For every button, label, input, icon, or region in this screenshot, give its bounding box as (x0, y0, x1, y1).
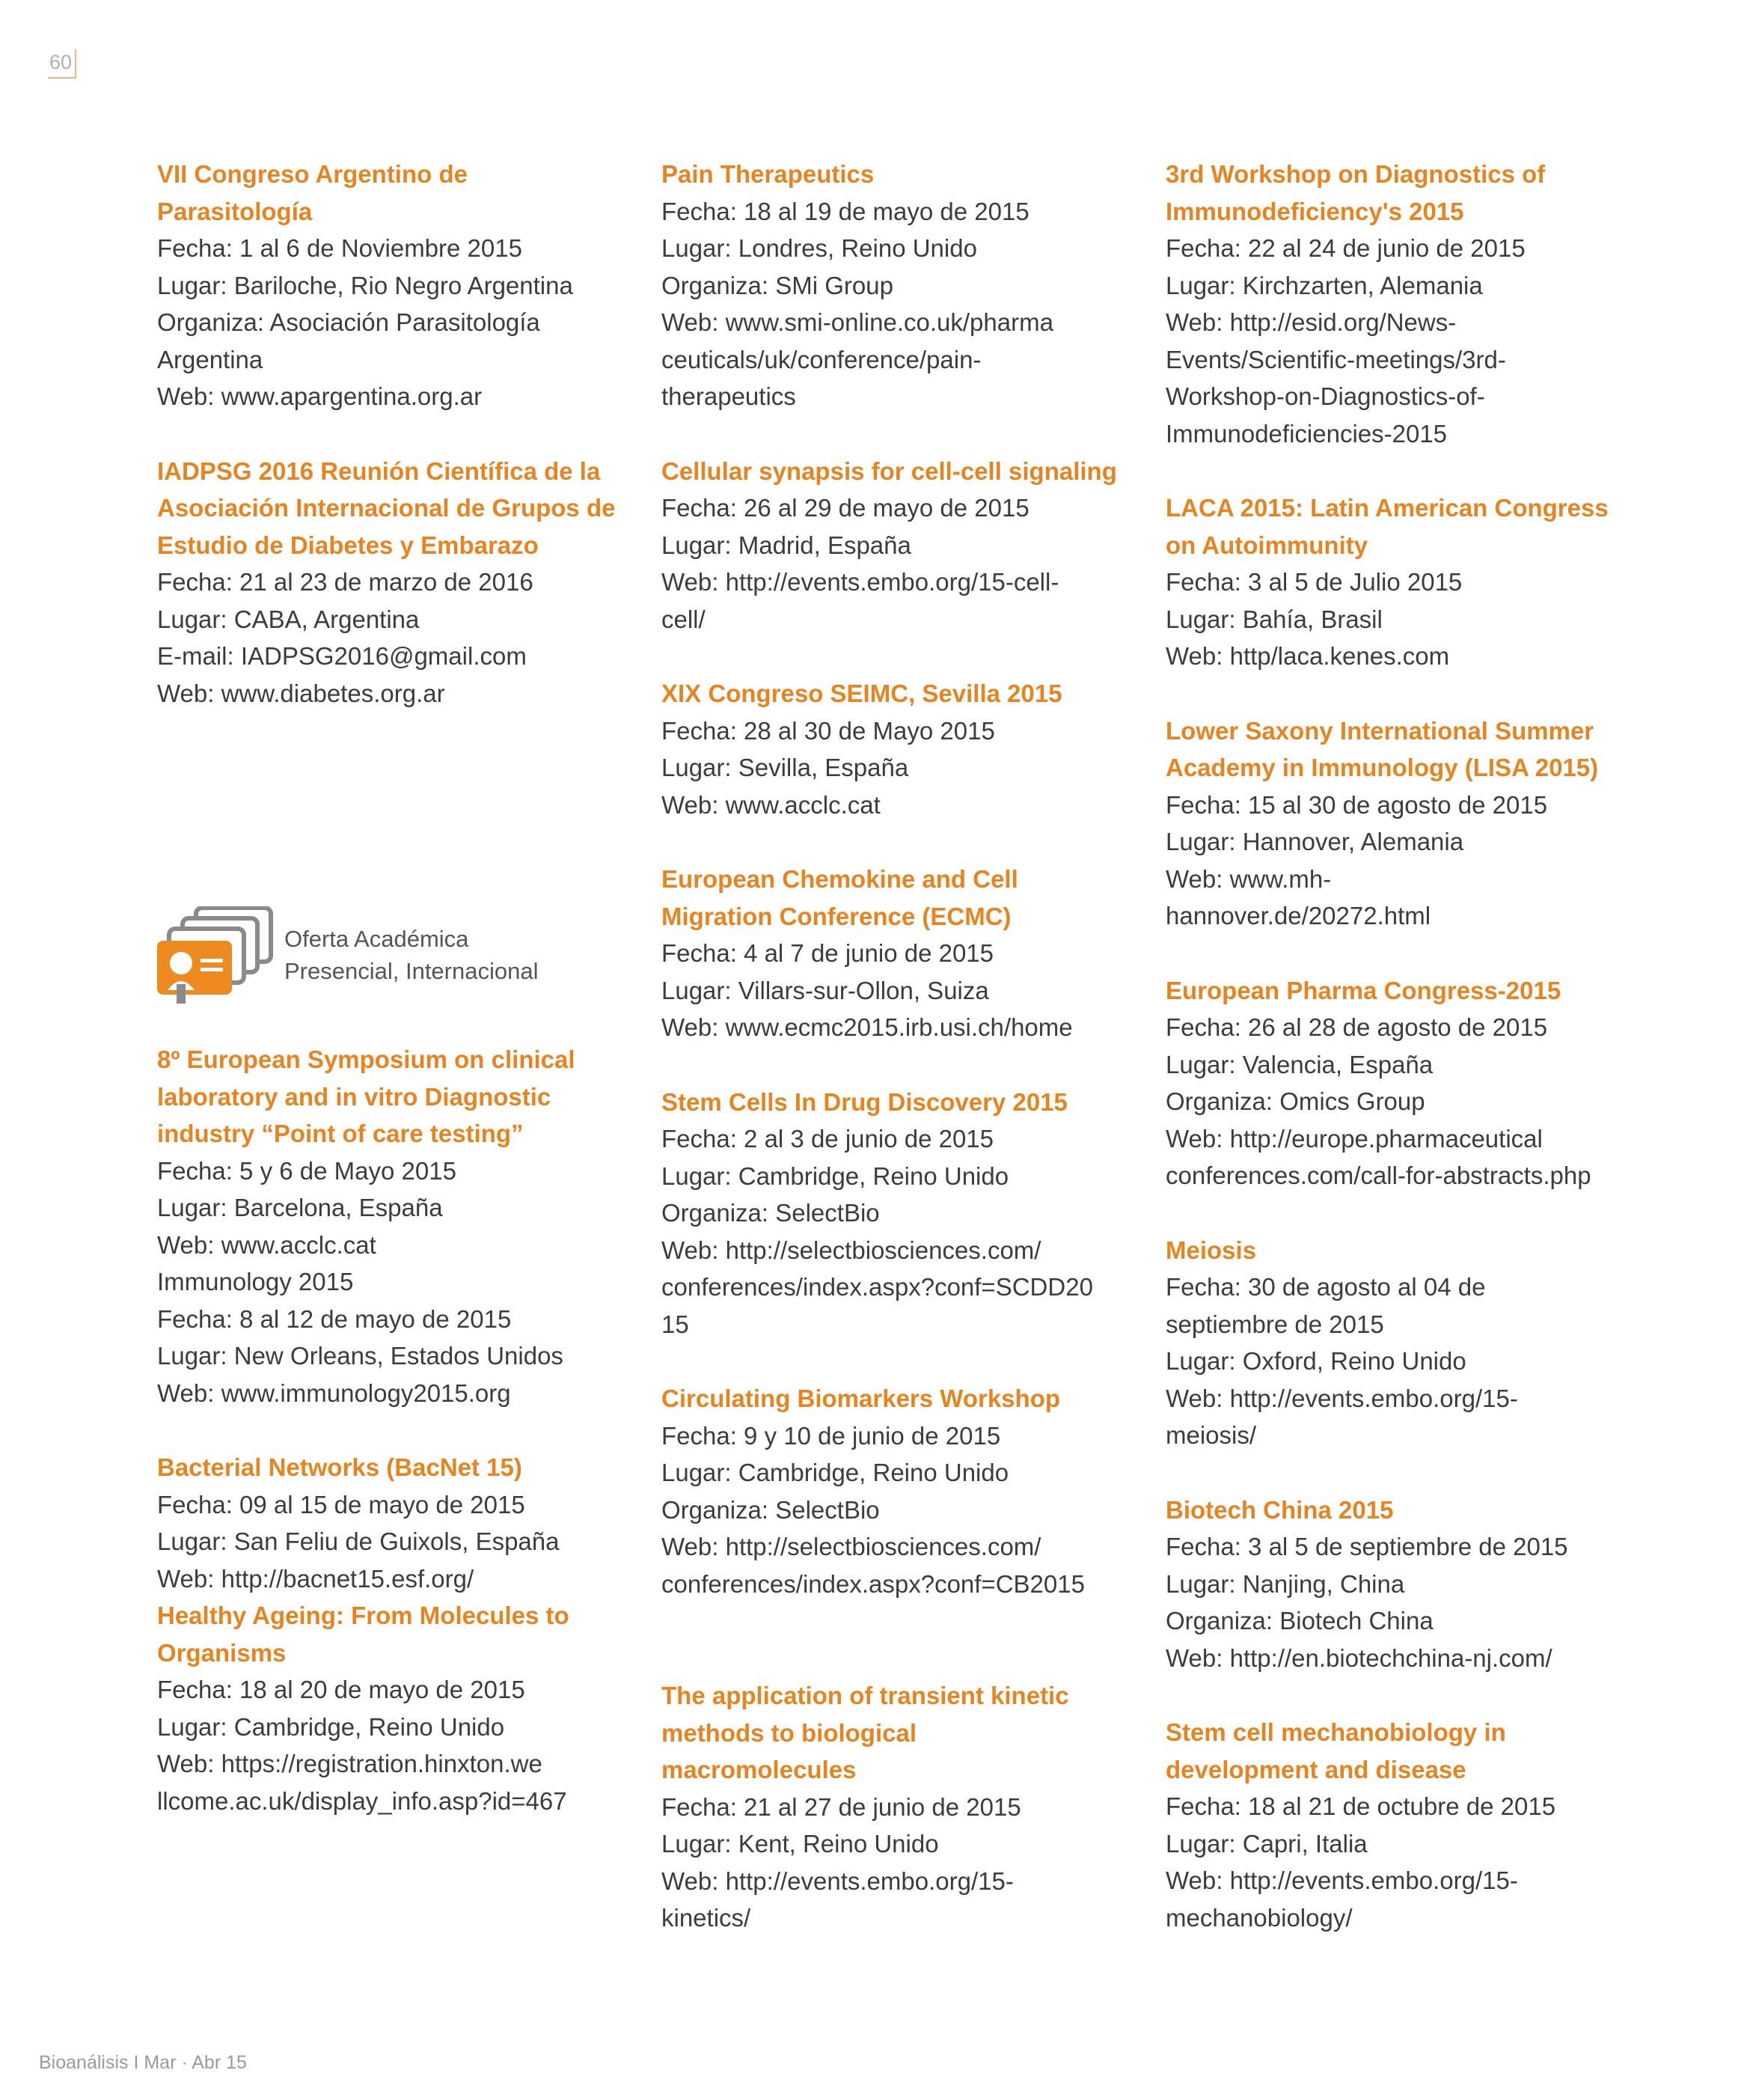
event-detail: Web: http://events.embo.org/15-cell- (661, 568, 1059, 596)
event-title: XIX Congreso SEIMC, Sevilla 2015 (661, 680, 1062, 707)
event-entry (157, 453, 621, 712)
event-title: Migration Conference (ECMC) (661, 902, 1012, 930)
footer: Bioanálisis I Mar · Abr 15 (39, 2052, 247, 2073)
event-detail: Lugar: Nanjing, China (1166, 1569, 1405, 1598)
event-title: Bacterial Networks (BacNet 15) (157, 1453, 522, 1481)
event-detail: Lugar: Londres, Reino Unido (661, 234, 977, 262)
event-title: Immunodeficiency's 2015 (1166, 197, 1464, 225)
event-detail: Lugar: Hannover, Alemania (1166, 828, 1464, 855)
event-detail: Organiza: SelectBio (661, 1199, 880, 1227)
event-detail: Workshop-on-Diagnostics-of- (1166, 382, 1485, 410)
event-detail: conferences.com/call-for-abstracts.php (1166, 1162, 1591, 1189)
event-detail: Fecha: 2 al 3 de junio de 2015 (661, 1125, 994, 1153)
event-detail: Web: http://bacnet15.esf.org/ (157, 1564, 474, 1593)
event-detail: Fecha: 28 al 30 de Mayo 2015 (661, 716, 995, 745)
event-detail: therapeutics (661, 382, 796, 410)
event-entry (1166, 972, 1630, 1194)
event-title: Parasitología (157, 197, 313, 225)
event-detail: Fecha: 15 al 30 de agosto de 2015 (1166, 790, 1548, 819)
event-detail: Fecha: 8 al 12 de mayo de 2015 (157, 1304, 512, 1333)
column-3 (1166, 156, 1630, 1974)
event-detail: Fecha: 09 al 15 de mayo de 2015 (157, 1490, 525, 1518)
col3-list (1166, 156, 1630, 1936)
event-detail: conferences/index.aspx?conf=CB2015 (661, 1569, 1085, 1598)
event-detail: Fecha: 21 al 27 de junio de 2015 (661, 1792, 1021, 1821)
event-title: Cellular synapsis for cell-cell signaling (661, 457, 1117, 485)
event-detail: Fecha: 18 al 20 de mayo de 2015 (157, 1676, 525, 1703)
event-detail: Web: www.acclc.cat (661, 790, 881, 819)
event-detail: Web: www.smi-online.co.uk/pharma (661, 308, 1053, 336)
event-title: Pain Therapeutics (661, 160, 875, 188)
event-detail: E-mail: IADPSG2016@gmail.com (157, 642, 527, 670)
event-detail: meiosis/ (1166, 1421, 1257, 1449)
event-detail: Organiza: Asociación Parasitología (157, 308, 540, 336)
event-detail: Web: http://esid.org/News- (1166, 308, 1457, 336)
event-title: methods to biological (661, 1718, 917, 1747)
event-title: development and disease (1166, 1755, 1466, 1783)
event-title: The application of transient kinetic (661, 1682, 1069, 1709)
event-detail: conferences/index.aspx?conf=SCDD20 (661, 1273, 1093, 1301)
event-title: Stem Cells In Drug Discovery 2015 (661, 1087, 1068, 1116)
event-title: IADPSG 2016 Reunión Científica de la (157, 457, 601, 485)
event-detail: Lugar: Bariloche, Rio Negro Argentina (157, 271, 573, 299)
event-detail: Web: http://events.embo.org/15- (1166, 1867, 1518, 1894)
event-entry (1166, 1492, 1630, 1677)
event-detail: Web: http://events.embo.org/15- (661, 1867, 1014, 1895)
event-title: Circulating Biomarkers Workshop (661, 1385, 1061, 1412)
event-detail: Organiza: Biotech China (1166, 1607, 1434, 1634)
event-entry (1166, 712, 1630, 935)
event-detail: Lugar: Cambridge, Reino Unido (661, 1162, 1009, 1190)
event-title: Stem cell mechanobiology in (1166, 1718, 1506, 1746)
event-detail: Lugar: Oxford, Reino Unido (1166, 1347, 1466, 1375)
event-title: VII Congreso Argentino de (157, 160, 468, 188)
event-detail: Web: www.immunology2015.org (157, 1379, 511, 1407)
event-detail: Lugar: Valencia, España (1166, 1050, 1434, 1078)
section-label-line2: Presencial, Internacional (284, 958, 539, 984)
event-detail: Fecha: 21 al 23 de marzo de 2016 (157, 568, 533, 596)
event-detail: Lugar: Cambridge, Reino Unido (661, 1459, 1009, 1486)
event-detail: Lugar: New Orleans, Estados Unidos (157, 1342, 563, 1370)
event-entry (157, 1449, 621, 1597)
event-title: Meiosis (1166, 1236, 1257, 1264)
event-detail: Lugar: Kent, Reino Unido (661, 1830, 939, 1858)
event-title: European Pharma Congress-2015 (1166, 976, 1561, 1004)
event-title: 8º European Symposium on clinical (157, 1046, 575, 1073)
event-detail: Fecha: 18 al 19 de mayo de 2015 (661, 197, 1029, 225)
event-entry (661, 1677, 1125, 1937)
event-detail: Web: http://selectbiosciences.com/ (661, 1236, 1041, 1264)
event-detail: Web: http://europe.pharmaceutical (1166, 1124, 1543, 1153)
event-detail: Lugar: CABA, Argentina (157, 605, 420, 633)
event-entry (1166, 1714, 1630, 1936)
event-detail: Lugar: Barcelona, España (157, 1194, 443, 1221)
event-title: Lower Saxony International Summer (1166, 716, 1594, 745)
event-title: on Autoimmunity (1166, 531, 1368, 559)
event-entry (1166, 1232, 1630, 1454)
event-detail: Organiza: SelectBio (661, 1495, 880, 1524)
event-detail: Organiza: SMi Group (661, 271, 893, 299)
event-detail: 15 (661, 1310, 689, 1338)
event-detail: Web: http://events.embo.org/15- (1166, 1384, 1518, 1412)
col1-top-list (157, 156, 621, 712)
event-detail: Web: www.apargentina.org.ar (157, 382, 483, 410)
event-detail: Fecha: 4 al 7 de junio de 2015 (661, 939, 994, 967)
section-label-line1: Oferta Académica (284, 926, 469, 952)
event-title: 3rd Workshop on Diagnostics of (1166, 160, 1546, 188)
event-detail: mechanobiology/ (1166, 1903, 1353, 1932)
event-detail: llcome.ac.uk/display_info.asp?id=467 (157, 1786, 567, 1815)
event-entry (661, 1084, 1125, 1343)
event-detail: Web: http/laca.kenes.com (1166, 642, 1450, 670)
event-entry (1166, 489, 1630, 675)
column-1 (157, 156, 621, 1857)
event-detail: Lugar: Madrid, España (661, 531, 911, 559)
event-detail: Lugar: Kirchzarten, Alemania (1166, 271, 1483, 299)
event-title: industry “Point of care testing” (157, 1120, 524, 1147)
event-title: European Chemokine and Cell (661, 865, 1018, 893)
event-detail: Fecha: 3 al 5 de Julio 2015 (1166, 568, 1463, 596)
event-entry (661, 675, 1125, 823)
event-detail: Web: www.ecmc2015.irb.usi.ch/home (661, 1013, 1073, 1041)
event-entry (157, 156, 621, 415)
event-detail: septiembre de 2015 (1166, 1310, 1384, 1338)
event-detail: Web: www.diabetes.org.ar (157, 679, 445, 707)
event-entry (661, 156, 1125, 415)
event-detail: Immunology 2015 (157, 1268, 354, 1295)
academic-offer-icon (157, 906, 277, 1004)
event-detail: Lugar: Bahía, Brasil (1166, 605, 1383, 633)
event-detail: Fecha: 26 al 29 de mayo de 2015 (661, 494, 1029, 522)
event-detail: Fecha: 26 al 28 de agosto de 2015 (1166, 1013, 1548, 1041)
event-detail: Fecha: 3 al 5 de septiembre de 2015 (1166, 1533, 1568, 1560)
event-detail: Web: www.mh- (1166, 864, 1332, 893)
col1-bottom-list (157, 1041, 621, 1819)
event-detail: cell/ (661, 605, 706, 633)
event-detail: Fecha: 18 al 21 de octubre de 2015 (1166, 1792, 1556, 1820)
event-entry (157, 1041, 621, 1411)
event-detail: kinetics/ (661, 1904, 751, 1932)
event-detail: Lugar: Villars-sur-Ollon, Suiza (661, 976, 989, 1004)
event-title: Organisms (157, 1638, 287, 1667)
event-detail: Fecha: 9 y 10 de junio de 2015 (661, 1421, 1001, 1450)
event-detail: Web: https://registration.hinxton.we (157, 1750, 542, 1777)
event-detail: Web: http://en.biotechchina-nj.com/ (1166, 1643, 1552, 1672)
event-entry (661, 453, 1125, 638)
event-detail: ceuticals/uk/conference/pain- (661, 345, 982, 373)
page-number: 60 (48, 49, 76, 79)
event-detail: Lugar: Capri, Italia (1166, 1829, 1368, 1858)
event-detail: Web: http://selectbiosciences.com/ (661, 1533, 1041, 1560)
event-detail: Web: www.acclc.cat (157, 1230, 376, 1259)
event-detail: Lugar: Sevilla, España (661, 754, 909, 781)
event-detail: Organiza: Omics Group (1166, 1087, 1425, 1115)
event-entry (661, 1380, 1125, 1602)
event-detail: Argentina (157, 345, 263, 373)
event-title: laboratory and in vitro Diagnostic (157, 1082, 551, 1111)
event-detail: Fecha: 22 al 24 de junio de 2015 (1166, 234, 1526, 262)
event-title: Asociación Internacional de Grupos de (157, 494, 616, 522)
event-title: macromolecules (661, 1756, 857, 1783)
event-detail: hannover.de/20272.html (1166, 902, 1431, 930)
event-title: Healthy Ageing: From Molecules to (157, 1602, 569, 1629)
event-detail: Immunodeficiencies-2015 (1166, 419, 1448, 448)
event-detail: Lugar: Cambridge, Reino Unido (157, 1712, 505, 1741)
event-detail: Events/Scientific-meetings/3rd- (1166, 345, 1506, 373)
section-header (157, 906, 621, 1004)
event-title: Biotech China 2015 (1166, 1495, 1394, 1524)
event-title: Academy in Immunology (LISA 2015) (1166, 754, 1599, 781)
event-detail: Fecha: 5 y 6 de Mayo 2015 (157, 1156, 456, 1185)
event-title: LACA 2015: Latin American Congress (1166, 494, 1609, 522)
event-detail: Fecha: 30 de agosto al 04 de (1166, 1273, 1486, 1301)
event-detail: Lugar: San Feliu de Guixols, España (157, 1527, 560, 1555)
event-entry (157, 1597, 621, 1819)
event-title: Estudio de Diabetes y Embarazo (157, 531, 539, 559)
column-2 (661, 156, 1125, 1974)
event-entry (661, 861, 1125, 1046)
event-detail: Fecha: 1 al 6 de Noviembre 2015 (157, 234, 522, 262)
event-entry (1166, 156, 1630, 452)
col2-list (661, 156, 1125, 1937)
